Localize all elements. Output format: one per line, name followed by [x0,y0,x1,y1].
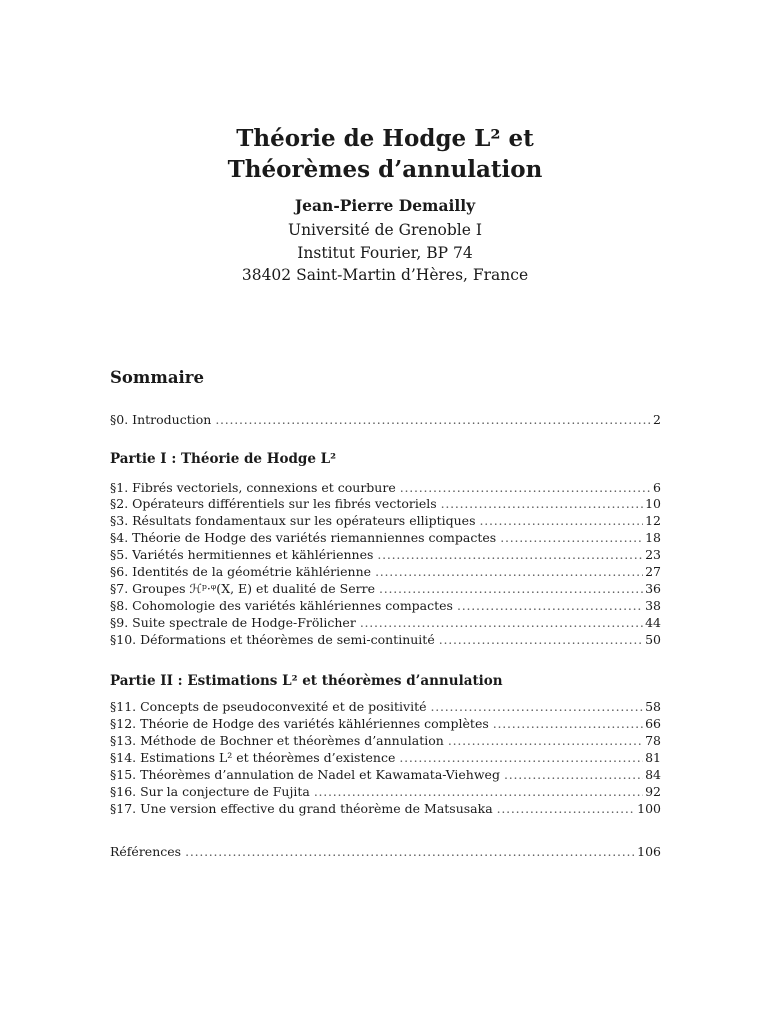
affiliation-line-1: Université de Grenoble I [288,221,482,239]
leader-dots [215,411,651,428]
toc-entry-page: 100 [637,801,661,816]
leader-dots [497,800,635,817]
leader-dots [314,783,643,800]
toc-entry-label: §2. Opérateurs différentiels sur les fibrés vectoriels [110,496,437,511]
toc-entry-label: §1. Fibrés vectoriels, connexions et courbure [110,480,396,495]
toc-entry-label: §4. Théorie de Hodge des variétés riemanniennes compactes [110,530,497,545]
toc-entry-page: 106 [637,844,661,859]
toc-entry-page: 78 [645,733,661,748]
leader-dots [457,597,643,614]
toc-entry-page: 58 [645,699,661,714]
toc-entry-label: §9. Suite spectrale de Hodge-Frölicher [110,615,356,630]
toc-entry-label: §13. Méthode de Bochner et théorèmes d’annulation [110,733,444,748]
leader-dots [360,614,643,631]
toc-entry [110,580,661,597]
affiliation-line-2: Institut Fourier, BP 74 [297,244,473,262]
leader-dots [493,715,643,732]
leader-dots [441,495,643,512]
toc-entry-references [110,843,661,860]
toc-entry [110,698,661,715]
leader-dots [185,843,635,860]
author-name: Jean-Pierre Demailly [294,196,476,215]
toc-entry-page: 2 [653,412,661,427]
part-2-heading: Partie II : Estimations L² et théorèmes d’annulation [110,673,503,689]
toc-entry-page: 10 [645,496,661,511]
toc-entry [110,783,661,800]
toc-entry [110,614,661,631]
title-line-1: Théorie de Hodge L² et [236,125,534,152]
toc-entry-page: 38 [645,598,661,613]
toc-entry-label: §6. Identités de la géométrie kählérienne [110,564,372,579]
leader-dots [379,580,643,597]
toc-entry-page: 92 [645,784,661,799]
toc-entry-page: 66 [645,716,661,731]
toc-entry [110,800,661,817]
toc-entry-label: §5. Variétés hermitiennes et kählériennes [110,547,374,562]
leader-dots [375,563,643,580]
toc-entry-page: 12 [645,513,661,528]
leader-dots [439,631,643,648]
leader-dots [399,749,643,766]
leader-dots [479,512,643,529]
toc-entry-page: 36 [645,581,661,596]
toc-entry-label: §14. Estimations L² et théorèmes d’existence [110,750,396,765]
toc-entry-page: 6 [653,480,661,495]
toc-entry [110,732,661,749]
toc-entry [110,766,661,783]
affiliation-line-3: 38402 Saint-Martin d’Hères, France [241,266,529,284]
leader-dots [431,698,644,715]
toc-heading: Sommaire [110,368,204,387]
leader-dots [448,732,643,749]
toc-entry-label: §8. Cohomologie des variétés kählériennes compactes [110,598,453,613]
title-line-2: Théorèmes d’annulation [227,156,543,183]
part-1-heading: Partie I : Théorie de Hodge L² [110,451,337,467]
toc-entry [110,546,661,563]
toc-entry-intro [110,411,661,428]
toc-entry-label: §0. Introduction [110,412,212,427]
toc-entry [110,495,661,512]
toc-entry-label: §11. Concepts de pseudoconvexité et de positivité [110,699,427,714]
toc-entry [110,715,661,732]
toc-entry-page: 81 [645,750,661,765]
toc-entry [110,479,661,496]
toc-entry-label: §7. Groupes ℋᵖ·ᵠ(X, E) et dualité de Serre [110,581,375,596]
toc-entry-label: §16. Sur la conjecture de Fujita [110,784,310,799]
toc-entry-page: 50 [645,632,661,647]
toc-entry-label: §12. Théorie de Hodge des variétés kählériennes complètes [110,716,489,731]
toc-entry [110,597,661,614]
toc-entry-page: 44 [645,615,661,630]
toc-entry-page: 18 [645,530,661,545]
toc-entry-label: Références [110,844,182,859]
leader-dots [500,529,643,546]
toc-entry-label: §10. Déformations et théorèmes de semi-continuité [110,632,435,647]
toc-entry [110,631,661,648]
toc-entry [110,512,661,529]
toc-entry [110,529,661,546]
toc-entry-label: §15. Théorèmes d’annulation de Nadel et Kawamata-Viehweg [110,767,500,782]
toc-entry [110,749,661,766]
toc-entry-page: 23 [645,547,661,562]
leader-dots [400,479,651,496]
toc-entry-page: 27 [645,564,661,579]
toc-entry-page: 84 [645,767,661,782]
leader-dots [504,766,643,783]
toc-entry-label: §3. Résultats fondamentaux sur les opérateurs elliptiques [110,513,476,528]
toc-entry-label: §17. Une version effective du grand théorème de Matsusaka [110,801,493,816]
leader-dots [377,546,643,563]
toc-entry [110,563,661,580]
